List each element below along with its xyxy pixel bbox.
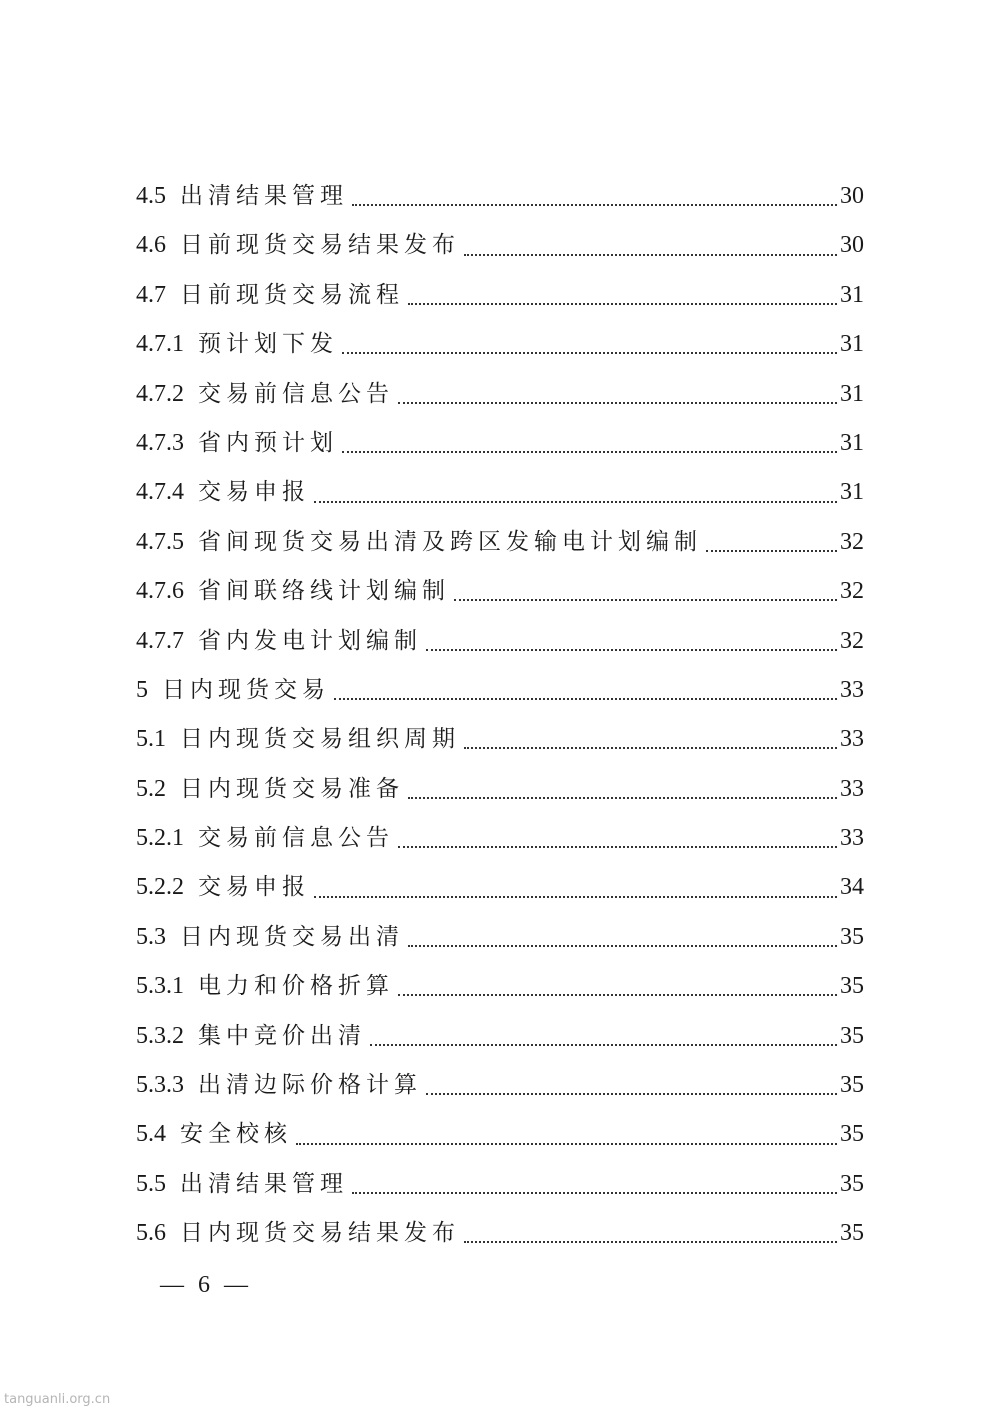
toc-entry[interactable] xyxy=(136,913,864,962)
toc-entry-title: 日内现货交易 xyxy=(162,676,330,703)
toc-entry-title: 预计划下发 xyxy=(198,331,338,358)
toc-entry-number: 5.3 xyxy=(136,923,166,950)
toc-entry-title: 省内预计划 xyxy=(198,429,338,456)
toc-entry-title: 出清结果管理 xyxy=(180,183,348,209)
toc-entry-title: 交易前信息公告 xyxy=(198,825,394,852)
toc-entry-page: 35 xyxy=(840,1121,864,1148)
toc-dot-leader xyxy=(706,549,837,552)
table-of-contents xyxy=(136,172,864,1259)
toc-entry[interactable] xyxy=(136,1012,864,1061)
toc-entry[interactable] xyxy=(136,221,864,270)
toc-entry-page: 31 xyxy=(840,429,864,456)
toc-entry-page: 31 xyxy=(840,331,864,358)
toc-entry-number: 4.6 xyxy=(136,232,166,259)
toc-entry-page: 35 xyxy=(840,1022,864,1049)
toc-entry-page: 35 xyxy=(840,1220,864,1247)
toc-entry-title: 交易申报 xyxy=(198,874,310,901)
toc-entry[interactable] xyxy=(136,1110,864,1159)
toc-entry-title: 日内现货交易组织周期 xyxy=(180,726,460,753)
toc-entry-page: 30 xyxy=(840,232,864,259)
toc-entry-page: 33 xyxy=(840,775,864,802)
toc-dot-leader xyxy=(342,450,837,453)
toc-entry-number: 4.7.2 xyxy=(136,380,184,407)
toc-entry-page: 33 xyxy=(840,825,864,852)
toc-entry[interactable] xyxy=(136,1160,864,1209)
toc-dot-leader xyxy=(426,648,837,651)
toc-entry-number: 4.7 xyxy=(136,281,166,308)
toc-entry-page: 35 xyxy=(840,1170,864,1197)
toc-entry-number: 5.3.1 xyxy=(136,973,184,1000)
toc-entry-number: 5.3.2 xyxy=(136,1022,184,1049)
toc-entry[interactable] xyxy=(136,617,864,666)
toc-entry-title: 出清结果管理 xyxy=(180,1170,348,1197)
toc-entry[interactable] xyxy=(136,962,864,1011)
toc-entry[interactable] xyxy=(136,172,864,221)
toc-entry-title: 交易申报 xyxy=(198,479,310,506)
toc-dot-leader xyxy=(370,1043,837,1046)
toc-entry-page: 34 xyxy=(840,874,864,901)
toc-entry-number: 5.3.3 xyxy=(136,1072,184,1099)
toc-entry[interactable] xyxy=(136,468,864,517)
toc-entry-title: 省内发电计划编制 xyxy=(198,627,422,654)
toc-entry-number: 5.4 xyxy=(136,1121,166,1148)
toc-entry[interactable] xyxy=(136,715,864,764)
toc-entry[interactable] xyxy=(136,765,864,814)
toc-entry-number: 4.7.7 xyxy=(136,627,184,654)
toc-entry-title: 交易前信息公告 xyxy=(198,380,394,407)
toc-entry[interactable] xyxy=(136,567,864,616)
toc-entry-title: 省间现货交易出清及跨区发输电计划编制 xyxy=(198,528,702,555)
toc-dot-leader xyxy=(426,1092,837,1095)
toc-entry-page: 33 xyxy=(840,676,864,703)
toc-entry-page: 35 xyxy=(840,973,864,1000)
toc-entry[interactable] xyxy=(136,320,864,369)
toc-entry-title: 省间联络线计划编制 xyxy=(198,578,450,605)
toc-dot-leader xyxy=(314,895,837,898)
toc-entry-page: 32 xyxy=(840,528,864,555)
toc-entry-number: 5.2 xyxy=(136,775,166,802)
toc-dot-leader xyxy=(342,351,837,354)
toc-entry[interactable] xyxy=(136,814,864,863)
toc-entry-number: 4.7.4 xyxy=(136,479,184,506)
toc-entry[interactable] xyxy=(136,1209,864,1258)
toc-entry-number: 4.7.6 xyxy=(136,578,184,605)
toc-dot-leader xyxy=(398,993,837,996)
toc-entry-number: 5.2.2 xyxy=(136,874,184,901)
toc-entry-title: 日前现货交易流程 xyxy=(180,281,404,308)
toc-entry-title: 日前现货交易结果发布 xyxy=(180,232,460,259)
toc-dot-leader xyxy=(454,598,837,601)
toc-entry-page: 35 xyxy=(840,923,864,950)
toc-dot-leader xyxy=(464,746,837,749)
toc-dot-leader xyxy=(398,401,837,404)
toc-dot-leader xyxy=(408,302,837,305)
toc-entry-title: 集中竞价出清 xyxy=(198,1022,366,1049)
toc-dot-leader xyxy=(314,500,837,503)
toc-entry-page: 33 xyxy=(840,726,864,753)
toc-entry-title: 日内现货交易结果发布 xyxy=(180,1220,460,1247)
toc-dot-leader xyxy=(464,1240,837,1243)
toc-dot-leader xyxy=(464,253,837,256)
toc-dot-leader xyxy=(334,697,837,700)
toc-entry-page: 32 xyxy=(840,578,864,605)
toc-entry-title: 日内现货交易出清 xyxy=(180,923,404,950)
toc-entry-number: 4.7.3 xyxy=(136,429,184,456)
toc-dot-leader xyxy=(352,1191,837,1194)
toc-entry-number: 5.1 xyxy=(136,726,166,753)
toc-dot-leader xyxy=(408,944,837,947)
toc-entry-page: 35 xyxy=(840,1072,864,1099)
toc-entry-title: 电力和价格折算 xyxy=(198,973,394,1000)
toc-entry[interactable] xyxy=(136,518,864,567)
toc-entry-number: 5 xyxy=(136,676,148,703)
toc-dot-leader xyxy=(408,796,837,799)
toc-entry-title: 出清边际价格计算 xyxy=(198,1072,422,1099)
toc-entry[interactable] xyxy=(136,419,864,468)
toc-entry-title: 安全校核 xyxy=(180,1121,292,1148)
toc-entry-number: 5.6 xyxy=(136,1220,166,1247)
toc-entry-number: 5.5 xyxy=(136,1170,166,1197)
toc-entry[interactable] xyxy=(136,370,864,419)
page-number: — 6 — xyxy=(160,1272,252,1298)
toc-entry-page: 30 xyxy=(840,183,864,209)
toc-dot-leader xyxy=(296,1142,837,1145)
toc-entry-number: 4.7.5 xyxy=(136,528,184,555)
toc-entry-page: 31 xyxy=(840,479,864,506)
toc-entry[interactable] xyxy=(136,666,864,715)
toc-entry-number: 4.5 xyxy=(136,183,166,209)
toc-entry-title: 日内现货交易准备 xyxy=(180,775,404,802)
toc-entry[interactable] xyxy=(136,271,864,320)
toc-entry[interactable] xyxy=(136,1061,864,1110)
watermark-text: tanguanli.org.cn xyxy=(4,1392,111,1407)
toc-entry-number: 5.2.1 xyxy=(136,825,184,852)
toc-entry-page: 31 xyxy=(840,380,864,407)
toc-dot-leader xyxy=(398,845,837,848)
toc-dot-leader xyxy=(352,203,837,206)
toc-entry[interactable] xyxy=(136,863,864,912)
toc-entry-page: 31 xyxy=(840,281,864,308)
toc-entry-page: 32 xyxy=(840,627,864,654)
toc-entry-number: 4.7.1 xyxy=(136,331,184,358)
